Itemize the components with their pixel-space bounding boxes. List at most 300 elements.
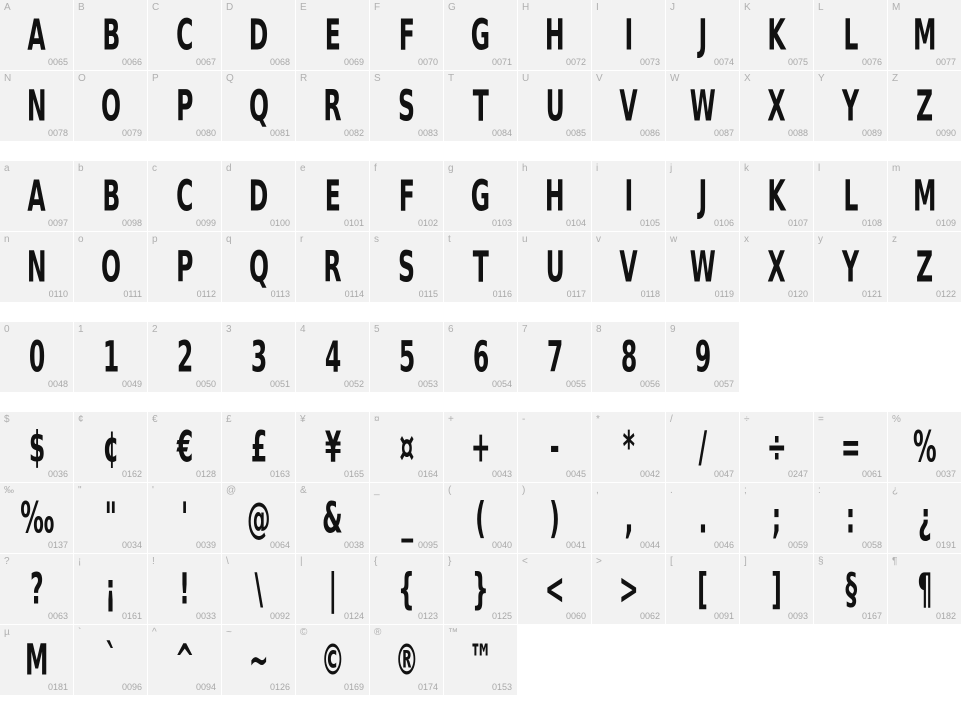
- glyph-cell[interactable]: [148, 412, 222, 483]
- glyph-character-label: S: [374, 73, 381, 84]
- glyph-cell[interactable]: [296, 232, 370, 303]
- glyph-char-code: 0102: [417, 218, 438, 228]
- glyph-char-code: 0089: [861, 128, 882, 138]
- glyph-cell[interactable]: [444, 161, 518, 232]
- glyph-cell[interactable]: [222, 71, 296, 142]
- glyph-preview-text: L: [843, 10, 858, 60]
- glyph-cell[interactable]: [814, 232, 888, 303]
- glyph-cell[interactable]: [444, 483, 518, 554]
- glyph-cell[interactable]: [370, 412, 444, 483]
- glyph-character-label: t: [448, 234, 451, 245]
- glyph-preview-text: P: [176, 81, 193, 131]
- glyph-preview-text: S: [398, 81, 415, 131]
- glyph-preview: [148, 635, 221, 685]
- glyph-character-label: c: [152, 163, 157, 174]
- glyph-character-label: s: [374, 234, 379, 245]
- glyph-cell[interactable]: [74, 0, 148, 71]
- glyph-cell[interactable]: [888, 0, 962, 71]
- glyph-preview: [740, 422, 813, 472]
- glyph-preview-text: ¡: [105, 564, 116, 614]
- glyph-character-label: Z: [892, 73, 899, 84]
- glyph-cell[interactable]: [888, 71, 962, 142]
- glyph-preview: [814, 493, 887, 543]
- glyph-cell[interactable]: [592, 161, 666, 232]
- glyph-preview-text: ,: [624, 493, 633, 543]
- glyph-block-uppercase-latin: [0, 0, 970, 142]
- glyph-preview: [888, 493, 961, 543]
- glyph-character-label: u: [522, 234, 528, 245]
- glyph-char-code: 0082: [343, 128, 364, 138]
- glyph-character-label: €: [152, 414, 158, 425]
- glyph-cell[interactable]: [666, 322, 740, 393]
- glyph-preview-text: <: [544, 564, 565, 614]
- glyph-char-code: 0119: [714, 289, 734, 299]
- glyph-preview: [370, 635, 443, 685]
- glyph-cell[interactable]: [148, 71, 222, 142]
- glyph-cell[interactable]: [518, 0, 592, 71]
- glyph-preview: [296, 10, 369, 60]
- glyph-cell[interactable]: [814, 483, 888, 554]
- glyph-cell[interactable]: [296, 322, 370, 393]
- glyph-cell[interactable]: [296, 554, 370, 625]
- glyph-preview-text: _: [400, 493, 413, 543]
- glyph-cell[interactable]: [740, 483, 814, 554]
- glyph-cell[interactable]: [592, 412, 666, 483]
- glyph-character-label: x: [744, 234, 749, 245]
- glyph-preview: [814, 81, 887, 131]
- glyph-preview: [370, 564, 443, 614]
- glyph-cell[interactable]: [296, 161, 370, 232]
- glyph-preview: [666, 332, 739, 382]
- glyph-character-label: f: [374, 163, 377, 174]
- glyph-cell[interactable]: [888, 554, 962, 625]
- glyph-character-label: N: [4, 73, 12, 84]
- glyph-cell[interactable]: [814, 412, 888, 483]
- glyph-cell[interactable]: [148, 161, 222, 232]
- glyph-cell[interactable]: [0, 232, 74, 303]
- glyph-preview-text: H: [544, 171, 565, 221]
- glyph-character-label: µ: [4, 627, 10, 638]
- glyph-char-code: 0098: [121, 218, 142, 228]
- glyph-char-code: 0033: [195, 611, 216, 621]
- glyph-character-label: a: [4, 163, 10, 174]
- glyph-cell[interactable]: [444, 412, 518, 483]
- glyph-preview: [148, 493, 221, 543]
- glyph-preview-text: €: [176, 422, 193, 472]
- glyph-cell[interactable]: [74, 412, 148, 483]
- glyph-preview: [222, 493, 295, 543]
- glyph-cell[interactable]: [666, 232, 740, 303]
- glyph-character-label: G: [448, 2, 456, 13]
- glyph-char-code: 0090: [935, 128, 956, 138]
- glyph-preview: [740, 242, 813, 292]
- glyph-cell[interactable]: [814, 71, 888, 142]
- glyph-cell[interactable]: [888, 161, 962, 232]
- glyph-character-label: 5: [374, 324, 380, 335]
- glyph-char-code: 0046: [713, 540, 734, 550]
- glyph-preview-text: ¤: [399, 422, 414, 472]
- glyph-char-code: 0039: [195, 540, 216, 550]
- glyph-char-code: 0081: [269, 128, 290, 138]
- glyph-char-code: 0161: [121, 611, 142, 621]
- glyph-character-label: i: [596, 163, 599, 174]
- glyph-character-label: 7: [522, 324, 528, 335]
- glyph-cell[interactable]: [0, 71, 74, 142]
- glyph-cell[interactable]: [370, 161, 444, 232]
- glyph-char-code: 0163: [269, 469, 290, 479]
- glyph-preview-text: E: [324, 171, 341, 221]
- glyph-preview: [148, 171, 221, 221]
- glyph-char-code: 0071: [491, 57, 512, 67]
- glyph-cell[interactable]: [592, 322, 666, 393]
- glyph-preview-text: :: [846, 493, 855, 543]
- glyph-preview: [888, 10, 961, 60]
- glyph-character-label: p: [152, 234, 158, 245]
- glyph-cell[interactable]: [0, 554, 74, 625]
- glyph-preview: [0, 171, 73, 221]
- glyph-char-code: 0093: [787, 611, 808, 621]
- glyph-preview: [222, 10, 295, 60]
- glyph-cell[interactable]: [740, 161, 814, 232]
- glyph-preview-text: J: [698, 10, 707, 60]
- glyph-character-label: £: [226, 414, 232, 425]
- glyph-preview: [148, 564, 221, 614]
- glyph-character-label: O: [78, 73, 86, 84]
- glyph-character-label: (: [448, 485, 452, 496]
- glyph-cell[interactable]: [222, 554, 296, 625]
- glyph-preview: [444, 171, 517, 221]
- glyph-character-label: w: [670, 234, 678, 245]
- glyph-cell[interactable]: [296, 625, 370, 696]
- glyph-cell[interactable]: [518, 322, 592, 393]
- glyph-preview-text: A: [27, 10, 46, 60]
- glyph-cell[interactable]: [518, 554, 592, 625]
- glyph-preview: [0, 564, 73, 614]
- glyph-cell[interactable]: [592, 483, 666, 554]
- glyph-preview: [444, 332, 517, 382]
- glyph-cell[interactable]: [74, 232, 148, 303]
- glyph-cell[interactable]: [370, 483, 444, 554]
- glyph-cell[interactable]: [814, 554, 888, 625]
- glyph-char-code: 0097: [47, 218, 68, 228]
- glyph-cell[interactable]: [370, 322, 444, 393]
- glyph-cell[interactable]: [74, 483, 148, 554]
- glyph-cell[interactable]: [222, 161, 296, 232]
- glyph-char-code: 0105: [639, 218, 660, 228]
- glyph-character-label: m: [892, 163, 901, 174]
- glyph-cell[interactable]: [0, 322, 74, 393]
- glyph-cell[interactable]: [592, 0, 666, 71]
- glyph-character-label: ¿: [892, 485, 899, 496]
- glyph-cell[interactable]: [666, 161, 740, 232]
- glyph-cell[interactable]: [222, 0, 296, 71]
- glyph-cell[interactable]: [0, 412, 74, 483]
- glyph-preview: [814, 242, 887, 292]
- glyph-cell[interactable]: [296, 71, 370, 142]
- glyph-cell[interactable]: [888, 483, 962, 554]
- glyph-character-label: /: [670, 414, 673, 425]
- glyph-char-code: 0153: [491, 682, 512, 692]
- glyph-cell[interactable]: [296, 412, 370, 483]
- glyph-preview: [370, 10, 443, 60]
- glyph-preview: [370, 493, 443, 543]
- glyph-char-code: 0037: [935, 469, 956, 479]
- glyph-preview-text: W: [689, 81, 716, 131]
- glyph-character-label: F: [374, 2, 381, 13]
- glyph-char-code: 0080: [195, 128, 216, 138]
- glyph-character-label: |: [300, 556, 303, 567]
- glyph-preview-text: 1: [102, 332, 119, 382]
- glyph-cell[interactable]: [740, 554, 814, 625]
- glyph-cell[interactable]: [148, 483, 222, 554]
- glyph-cell[interactable]: [666, 412, 740, 483]
- glyph-char-code: 0056: [639, 379, 660, 389]
- glyph-character-label: y: [818, 234, 823, 245]
- glyph-preview-text: ;: [772, 493, 781, 543]
- glyph-cell[interactable]: [666, 483, 740, 554]
- glyph-preview: [592, 422, 665, 472]
- glyph-preview-text: *: [622, 422, 635, 472]
- glyph-preview-text: C: [176, 10, 193, 60]
- glyph-char-code: 0073: [639, 57, 660, 67]
- glyph-cell[interactable]: [740, 71, 814, 142]
- glyph-cell[interactable]: [444, 71, 518, 142]
- glyph-cell[interactable]: [518, 232, 592, 303]
- glyph-char-code: 0165: [343, 469, 364, 479]
- glyph-preview-text: D: [249, 10, 268, 60]
- glyph-preview-text: V: [619, 242, 638, 292]
- glyph-preview-text: ™: [469, 635, 492, 685]
- glyph-character-label: ¶: [892, 556, 898, 567]
- glyph-char-code: 0072: [565, 57, 586, 67]
- glyph-cell[interactable]: [814, 0, 888, 71]
- glyph-char-code: 0111: [123, 289, 142, 299]
- glyph-character-label: R: [300, 73, 308, 84]
- glyph-character-label: z: [892, 234, 897, 245]
- glyph-cell[interactable]: [740, 0, 814, 71]
- glyph-preview: [444, 242, 517, 292]
- glyph-character-label: %: [892, 414, 901, 425]
- glyph-preview: [148, 10, 221, 60]
- glyph-character-label: ™: [448, 627, 458, 638]
- glyph-char-code: 0036: [47, 469, 68, 479]
- glyph-preview: [888, 81, 961, 131]
- glyph-char-code: 0061: [861, 469, 882, 479]
- glyph-preview-text: \: [254, 564, 263, 614]
- glyph-preview: [74, 564, 147, 614]
- glyph-preview-text: $: [28, 422, 45, 472]
- glyph-character-label: A: [4, 2, 11, 13]
- glyph-cell[interactable]: [518, 71, 592, 142]
- glyph-cell[interactable]: [444, 554, 518, 625]
- glyph-cell[interactable]: [148, 554, 222, 625]
- glyph-preview-text: T: [472, 242, 489, 292]
- glyph-character-label: _: [374, 485, 380, 496]
- glyph-char-code: 0116: [492, 289, 512, 299]
- glyph-char-code: 0118: [640, 289, 660, 299]
- glyph-character-label: &: [300, 485, 307, 496]
- glyph-preview-text: ‰: [19, 493, 54, 543]
- glyph-char-code: 0057: [713, 379, 734, 389]
- glyph-character-label: C: [152, 2, 160, 13]
- glyph-char-code: 0038: [343, 540, 364, 550]
- glyph-cell[interactable]: [296, 483, 370, 554]
- glyph-cell[interactable]: [148, 625, 222, 696]
- glyph-character-label: *: [596, 414, 600, 425]
- glyph-preview-text: 9: [694, 332, 711, 382]
- glyph-cell[interactable]: [518, 483, 592, 554]
- glyph-cell[interactable]: [370, 71, 444, 142]
- glyph-preview-text: |: [328, 564, 337, 614]
- glyph-cell[interactable]: [222, 232, 296, 303]
- glyph-cell[interactable]: [74, 554, 148, 625]
- glyph-cell[interactable]: [0, 625, 74, 696]
- glyph-char-code: 0182: [935, 611, 956, 621]
- glyph-preview: [666, 564, 739, 614]
- glyph-preview-text: G: [471, 10, 490, 60]
- glyph-cell[interactable]: [0, 161, 74, 232]
- glyph-char-code: 0060: [565, 611, 586, 621]
- glyph-char-code: 0049: [121, 379, 142, 389]
- glyph-preview-text: 8: [620, 332, 637, 382]
- glyph-cell[interactable]: [370, 625, 444, 696]
- glyph-char-code: 0108: [861, 218, 882, 228]
- glyph-character-label: X: [744, 73, 751, 84]
- glyph-character-label: I: [596, 2, 599, 13]
- glyph-cell[interactable]: [148, 232, 222, 303]
- glyph-character-label: 4: [300, 324, 306, 335]
- glyph-cell[interactable]: [518, 412, 592, 483]
- glyph-preview: [148, 242, 221, 292]
- glyph-preview: [666, 422, 739, 472]
- glyph-char-code: 0079: [121, 128, 142, 138]
- glyph-cell[interactable]: [74, 625, 148, 696]
- glyph-char-code: 0104: [565, 218, 586, 228]
- glyph-cell[interactable]: [814, 161, 888, 232]
- glyph-cell[interactable]: [222, 483, 296, 554]
- glyph-cell[interactable]: [370, 0, 444, 71]
- glyph-preview: [296, 422, 369, 472]
- glyph-preview-text: P: [176, 242, 193, 292]
- glyph-preview-text: ¶: [917, 564, 932, 614]
- glyph-character-label: \: [226, 556, 229, 567]
- glyph-block-digits: [0, 322, 970, 393]
- glyph-cell[interactable]: [222, 322, 296, 393]
- glyph-char-code: 0091: [713, 611, 734, 621]
- glyph-cell[interactable]: [666, 71, 740, 142]
- glyph-preview: [592, 493, 665, 543]
- glyph-char-code: 0137: [47, 540, 68, 550]
- glyph-preview: [888, 242, 961, 292]
- glyph-preview: [518, 81, 591, 131]
- glyph-cell[interactable]: [370, 554, 444, 625]
- glyph-cell[interactable]: [444, 0, 518, 71]
- glyph-char-code: 0112: [196, 289, 216, 299]
- glyph-cell[interactable]: [740, 232, 814, 303]
- glyph-cell[interactable]: [888, 412, 962, 483]
- glyph-cell[interactable]: [296, 0, 370, 71]
- glyph-preview-text: H: [544, 10, 565, 60]
- glyph-preview: [814, 10, 887, 60]
- glyph-character-label: b: [78, 163, 84, 174]
- glyph-cell[interactable]: [592, 554, 666, 625]
- glyph-char-code: 0088: [787, 128, 808, 138]
- glyph-preview-text: F: [398, 171, 415, 221]
- glyph-preview-text: .: [698, 493, 707, 543]
- glyph-char-code: 0047: [713, 469, 734, 479]
- glyph-character-label: v: [596, 234, 601, 245]
- glyph-cell[interactable]: [592, 232, 666, 303]
- glyph-preview: [740, 564, 813, 614]
- glyph-preview: [74, 332, 147, 382]
- glyph-block-symbols-and-punctuation: [0, 412, 970, 696]
- glyph-char-code: 0162: [121, 469, 142, 479]
- glyph-cell[interactable]: [444, 232, 518, 303]
- glyph-preview: [74, 242, 147, 292]
- glyph-preview-text: £: [250, 422, 267, 472]
- glyph-cell[interactable]: [592, 71, 666, 142]
- glyph-cell[interactable]: [666, 0, 740, 71]
- glyph-cell[interactable]: [74, 161, 148, 232]
- glyph-character-label: ": [78, 485, 82, 496]
- glyph-preview-text: §: [844, 564, 857, 614]
- glyph-cell[interactable]: [0, 483, 74, 554]
- glyph-preview-text: ^: [174, 635, 195, 685]
- glyph-cell[interactable]: [74, 71, 148, 142]
- glyph-preview-text: !: [179, 564, 190, 614]
- glyph-char-code: 0034: [121, 540, 142, 550]
- glyph-cell[interactable]: [222, 625, 296, 696]
- glyph-cell[interactable]: [0, 0, 74, 71]
- glyph-cell[interactable]: [148, 322, 222, 393]
- glyph-char-code: 0117: [566, 289, 586, 299]
- glyph-preview-text: `: [104, 635, 117, 685]
- glyph-char-code: 0126: [269, 682, 290, 692]
- glyph-char-code: 0066: [121, 57, 142, 67]
- glyph-char-code: 0247: [787, 469, 808, 479]
- glyph-char-code: 0055: [565, 379, 586, 389]
- glyph-cell[interactable]: [148, 0, 222, 71]
- glyph-preview: [296, 493, 369, 543]
- glyph-cell[interactable]: [444, 625, 518, 696]
- glyph-cell[interactable]: [888, 232, 962, 303]
- glyph-char-code: 0110: [48, 289, 68, 299]
- glyph-character-label: U: [522, 73, 530, 84]
- glyph-char-code: 0051: [269, 379, 290, 389]
- glyph-preview-text: U: [545, 81, 564, 131]
- glyph-preview: [148, 81, 221, 131]
- glyph-char-code: 0070: [417, 57, 438, 67]
- glyph-preview-text: 0: [28, 332, 45, 382]
- glyph-cell[interactable]: [370, 232, 444, 303]
- glyph-preview-text: Q: [248, 242, 269, 292]
- glyph-cell[interactable]: [518, 161, 592, 232]
- glyph-char-code: 0181: [47, 682, 68, 692]
- glyph-character-label: k: [744, 163, 749, 174]
- glyph-cell[interactable]: [666, 554, 740, 625]
- glyph-preview: [814, 564, 887, 614]
- glyph-preview: [74, 493, 147, 543]
- glyph-character-label: 0: [4, 324, 10, 335]
- glyph-char-code: 0128: [195, 469, 216, 479]
- glyph-preview: [518, 422, 591, 472]
- glyph-cell[interactable]: [74, 322, 148, 393]
- glyph-cell[interactable]: [740, 412, 814, 483]
- glyph-preview: [814, 171, 887, 221]
- glyph-character-label: +: [448, 414, 454, 425]
- glyph-cell[interactable]: [222, 412, 296, 483]
- glyph-cell[interactable]: [444, 322, 518, 393]
